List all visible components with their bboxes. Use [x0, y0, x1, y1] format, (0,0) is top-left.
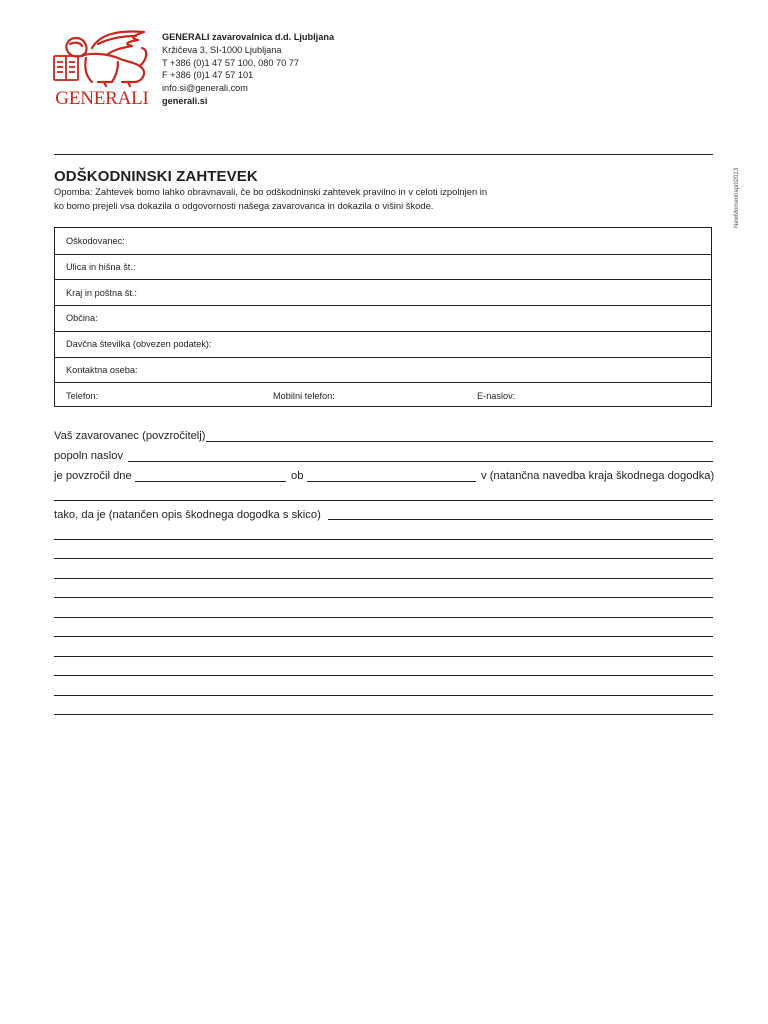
- field-ulica[interactable]: [55, 254, 711, 280]
- description-input-line[interactable]: [328, 519, 713, 520]
- description-line[interactable]: [54, 656, 713, 657]
- label-davcna: Davčna številka (obvezen podatek):: [66, 339, 212, 350]
- description-line[interactable]: [54, 558, 713, 559]
- form-code: NewMoment/april2013: [734, 167, 740, 228]
- date-input-line[interactable]: [135, 481, 286, 482]
- company-email: info.si@generali.com: [162, 83, 248, 94]
- label-enaslov[interactable]: E-naslov:: [477, 390, 516, 401]
- description-line[interactable]: [54, 675, 713, 676]
- header-divider: [54, 154, 713, 155]
- description-line[interactable]: [54, 636, 713, 637]
- description-line[interactable]: [54, 597, 713, 598]
- label-oskodovanec: Oškodovanec:: [66, 236, 125, 246]
- naslov-input-line[interactable]: [128, 461, 713, 462]
- description-line[interactable]: [54, 714, 713, 715]
- winged-lion-icon: [52, 28, 152, 88]
- label-mobilni[interactable]: Mobilni telefon:: [273, 390, 335, 401]
- form-note: [54, 185, 487, 212]
- label-obcina: Občina:: [66, 313, 98, 324]
- form-title: ODŠKODNINSKI ZAHTEVEK: [54, 168, 258, 185]
- label-naslov: popoln naslov: [54, 450, 124, 462]
- field-contacts-row: [55, 383, 711, 409]
- label-opis: tako, da je (natančen opis škodnega dogodka s skico): [54, 509, 321, 521]
- description-line[interactable]: [54, 539, 713, 540]
- generali-logo: [52, 28, 152, 109]
- company-web: generali.si: [162, 95, 208, 106]
- label-povzrocil: je povzročil dne: [54, 470, 132, 482]
- company-address: Kržičeva 3, SI-1000 Ljubljana: [162, 44, 282, 55]
- field-obcina[interactable]: [55, 305, 711, 331]
- location-input-line[interactable]: [54, 500, 713, 501]
- label-zavarovanec: Vaš zavarovanec (povzročitelj): [54, 430, 206, 442]
- zavarovanec-input-line[interactable]: [206, 441, 713, 442]
- time-input-line[interactable]: [307, 481, 476, 482]
- label-telefon[interactable]: Telefon:: [66, 390, 99, 401]
- label-kraj: Kraj in poštna št.:: [66, 287, 137, 298]
- company-fax: F +386 (0)1 47 57 101: [162, 70, 254, 81]
- field-kraj[interactable]: [55, 280, 711, 306]
- company-info: [162, 31, 334, 108]
- field-davcna[interactable]: [55, 331, 711, 357]
- claimant-details-box: [54, 227, 712, 407]
- description-line[interactable]: [54, 578, 713, 579]
- label-ob: ob: [291, 470, 304, 482]
- company-phone: T +386 (0)1 47 57 100, 080 70 77: [162, 57, 299, 68]
- brand-wordmark: GENERALI: [55, 88, 149, 109]
- note-line-1: Opomba: Zahtevek bomo lahko obravnavali, če bo odškodninski zahtevek pravilno in v celoti izpolnjen in: [54, 186, 488, 197]
- label-kontaktna: Kontaktna oseba:: [66, 365, 138, 375]
- label-kraj-dogodka: v (natančna navedba kraja škodnega dogodka): [481, 470, 715, 482]
- field-oskodovanec[interactable]: [55, 228, 711, 254]
- company-name: GENERALI zavarovalnica d.d. Ljubljana: [162, 32, 335, 42]
- label-ulica: Ulica in hišna št.:: [66, 261, 136, 272]
- description-line[interactable]: [54, 617, 713, 618]
- field-kontaktna[interactable]: [55, 357, 711, 383]
- note-line-2: ko bomo prejeli vsa dokazila o odgovornosti našega zavarovanca in dokazila o višini škode.: [54, 199, 434, 211]
- description-line[interactable]: [54, 695, 713, 696]
